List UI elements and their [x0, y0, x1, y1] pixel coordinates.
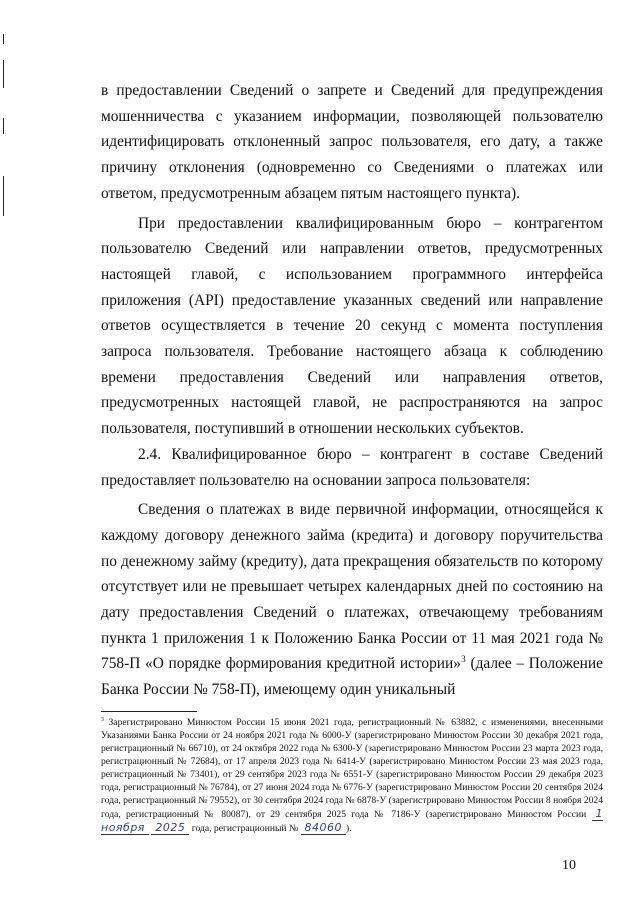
paragraph-last-line: (далее – Положение Банка России № 758-П), имеющему один уникальный [101, 655, 603, 699]
paragraph-continuation: в предоставлении Сведений о запрете и Сведений для предупреждения мошенничества с указанием информации, позволяющей пользователю идентифицировать отклоненный запрос пользователя, его дату, а также причину отклонения (одновременно со Сведениями о платежах или ответом, предусмотренным абзацем пятым настоящего пункта). [101, 82, 603, 202]
footnote-separator [101, 711, 197, 712]
handwritten-registration-number: 84060 [301, 821, 347, 835]
scan-margin-mark [3, 176, 4, 216]
scan-margin-mark [3, 118, 4, 134]
paragraph-payments-text: Сведения о платежах в виде первичной информации, относящейся к каждому договору денежного займа (кредита) и договору поручительства по денежному займу (кредиту), дата прекращения обязательств по которому отсутствует или не превышает четырех календарных дней по состоянию на дату предоставления Сведений о платежах, отвечающему требованиям пункта 1 приложения 1 к Положению Банка России от 11 мая 2021 года № 758-П «О порядке формирования кредитной истории» [101, 501, 603, 673]
scan-margin-mark [3, 34, 4, 44]
paragraph-2-4: 2.4. Квалифицированное бюро – контрагент в составе Сведений предоставляет пользователю на основании запроса пользователя: [101, 445, 603, 489]
footnote-end: ). [346, 823, 352, 834]
handwritten-year: 2025 [151, 821, 189, 835]
main-text [101, 78, 603, 703]
footnote-text: Зарегистрировано Минюстом России 15 июня 2021 года, регистрационный № 63882, с изменениями, внесенными Указаниями Банка России от 24 ноября 2021 года № 6000-У (зарегистрировано Минюстом России 30 декабря 2021 года, регистрационный № 66710), от 24 октября 2022 года № 6300-У (зарегистрировано Минюстом России 23 марта 2023 года, регистрационный № 72684), от 17 апреля 2023 года № 6414-У (зарегистрировано Минюстом России 23 мая 2023 года, регистрационный № 73401), от 29 сентября 2023 года № 6551-У (зарегистрировано Минюстом России 29 декабря 2023 года, регистрационный № 76784), от 27 июня 2024 года № 6776-У (зарегистрировано Минюстом России 20 сентября 2024 года, регистрационный № 79552), от 30 сентября 2024 года № 6878-У (зарегистрировано Минюстом России 8 ноября 2024 года, регистрационный № 80087), от 29 сентября 2025 года № 7186-У (зарегистрировано Минюстом России [101, 717, 603, 820]
footnote [101, 716, 603, 835]
paragraph-api-timing: При предоставлении квалифицированным бюро – контрагентом пользователю Сведений или направлении ответов, предусмотренных настоящей главой, с использованием программного интерфейса приложения (API) предоставление указанных сведений или направление ответов осуществляется в течение 20 секунд с момента поступления запроса пользователя. Требование настоящего абзаца к соблюдению времени предоставления Сведений или направления ответов, предусмотренных настоящей главой, не распространяются на запрос пользователя, поступивший в отношении нескольких субъектов. [101, 214, 603, 438]
footnote-mark: 3 [101, 716, 104, 723]
handwritten-date: 1 ноября [101, 807, 604, 834]
footnote-reference: 3 [460, 654, 466, 666]
paragraph-payments-info [101, 497, 603, 703]
footnote-registration-label: года, регистрационный № [191, 823, 299, 834]
scan-margin-mark [3, 60, 4, 88]
page-number: 10 [562, 858, 576, 873]
